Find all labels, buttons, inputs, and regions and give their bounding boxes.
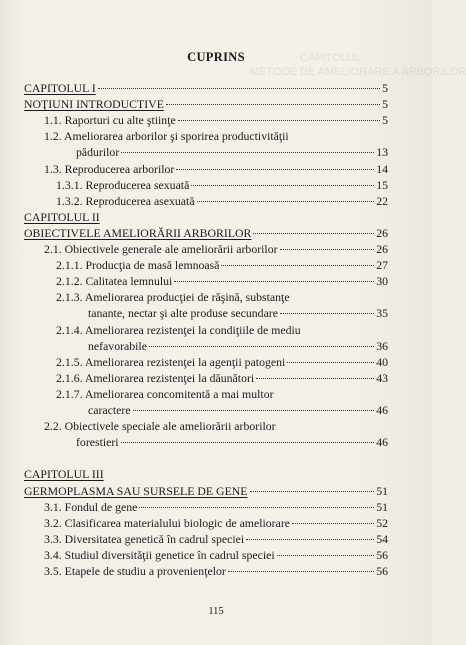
toc-entry	[44, 563, 388, 579]
dot-leader	[197, 200, 375, 202]
toc-entry-page-number: 54	[376, 531, 388, 546]
toc-entry-title: OBIECTIVELE AMELIORĂRII ARBORILOR	[24, 225, 252, 240]
dot-leader	[98, 87, 380, 89]
toc-entry-page-number: 56	[376, 547, 388, 562]
toc-entry-page-number: 56	[376, 564, 388, 578]
toc-entry-page-number: 51	[376, 499, 388, 514]
toc-entry-page-number: 36	[376, 338, 388, 353]
toc-entry-page-number: 5	[382, 81, 388, 95]
toc-entry	[88, 305, 388, 321]
toc-entry-title: 2.1.2. Calitatea lemnului	[56, 274, 173, 289]
toc-entry-page-number: 43	[376, 370, 388, 385]
toc-entry-title: forestieri	[76, 435, 119, 450]
toc-entry	[24, 483, 388, 499]
toc-entry-page-number: 15	[376, 177, 388, 192]
toc-entry	[44, 241, 388, 257]
toc-entry	[56, 322, 388, 338]
toc-entry-title: 3.2. Clasificarea materialului biologic de ameliorare	[44, 515, 290, 530]
toc-entry-title: 2.1.6. Ameliorarea rezistenţei la dăunători	[56, 370, 255, 385]
dot-leader	[228, 570, 374, 572]
toc-entry	[56, 177, 388, 193]
toc-entry	[56, 370, 388, 386]
dot-leader	[292, 522, 374, 524]
toc-entry	[56, 193, 388, 209]
toc-entry	[44, 418, 388, 434]
toc-spacer	[24, 450, 388, 466]
dot-leader	[174, 280, 374, 282]
toc-entry	[56, 273, 388, 289]
toc-entry	[44, 161, 388, 177]
toc-entry-title: 2.1.4. Ameliorarea rezistenţei la condiţiile de mediu	[56, 322, 301, 337]
toc-entry-page-number: 27	[376, 258, 388, 273]
dot-leader	[250, 490, 375, 492]
toc-entry-page-number: 46	[376, 435, 388, 450]
toc-entry-title: 1.3.2. Reproducerea asexuată	[56, 193, 195, 208]
dot-leader	[191, 184, 374, 186]
toc-entry-page-number: 26	[376, 225, 388, 240]
toc-entry-page-number: 14	[376, 161, 388, 176]
toc-entry-page-number: 5	[382, 97, 388, 112]
toc-entry-page-number: 22	[376, 193, 388, 208]
toc-entry	[56, 257, 388, 273]
dot-leader	[221, 264, 374, 266]
toc-entry	[24, 225, 388, 241]
toc-entry-title: CAPITOLUL II	[24, 209, 100, 224]
toc-entry	[24, 209, 388, 225]
toc-entry-title: 3.4. Studiul diversităţii genetice în cadrul speciei	[44, 547, 275, 562]
page-number: 115	[208, 606, 224, 617]
dot-leader	[280, 312, 374, 314]
toc-entry	[24, 466, 388, 482]
toc-entry	[44, 112, 388, 128]
toc-entry	[44, 547, 388, 563]
toc-entry	[76, 434, 388, 450]
dot-leader	[277, 554, 375, 556]
toc-entry	[24, 80, 388, 96]
dot-leader	[176, 168, 374, 170]
dot-leader	[121, 441, 375, 443]
toc-entry	[88, 402, 388, 418]
dot-leader	[178, 119, 380, 121]
toc-entry-page-number: 30	[376, 274, 388, 289]
toc-entry-title: 3.1. Fondul de gene	[44, 499, 138, 514]
toc-entry-page-number: 26	[376, 242, 388, 256]
toc-entry-page-number: 40	[376, 354, 388, 369]
toc-entry	[44, 531, 388, 547]
toc-entry-title: tanante, nectar şi alte produse secundare	[88, 306, 278, 321]
toc-entry	[88, 338, 388, 354]
toc-entry-title: 1.1. Raporturi cu alte ştiinţe	[44, 113, 176, 128]
toc-entry	[44, 128, 388, 144]
toc-entry-title: 2.2. Obiectivele speciale ale ameliorării arborilor	[44, 419, 276, 434]
toc-entry	[56, 354, 388, 370]
toc-entry-page-number: 5	[382, 113, 388, 128]
toc-entry-title: 2.1.5. Ameliorarea rezistenţei la agenţii patogeni	[56, 354, 286, 369]
toc-entry-title: caractere	[88, 403, 131, 417]
dot-leader	[166, 103, 380, 105]
dot-leader	[280, 248, 375, 250]
toc-entry	[44, 515, 388, 531]
toc-entry	[76, 144, 388, 160]
dot-leader	[133, 409, 375, 411]
toc-entry-page-number: 52	[376, 515, 388, 530]
toc-entry	[56, 386, 388, 402]
dot-leader	[121, 151, 374, 153]
show-through-text: CAPITOLUL	[300, 52, 361, 64]
dot-leader	[253, 232, 374, 234]
toc-entry-page-number: 13	[376, 145, 388, 160]
toc-entry-page-number: 51	[376, 483, 388, 498]
dot-leader	[256, 377, 374, 379]
toc-entry-title: pădurilor	[76, 145, 120, 160]
toc-entry-title: 3.5. Etapele de studiu a provenienţelor	[44, 564, 226, 578]
toc-entry-title: NOŢIUNI INTRODUCTIVE	[24, 97, 164, 112]
toc-entry-title: 1.2. Ameliorarea arborilor şi sporirea productivităţii	[44, 129, 289, 144]
dot-leader	[149, 345, 374, 347]
toc-entry-page-number: 46	[376, 403, 388, 417]
toc-entry	[24, 96, 388, 112]
toc-entry-title: CAPITOLUL I	[24, 81, 96, 95]
toc-entry	[56, 289, 388, 305]
dot-leader	[287, 361, 374, 363]
toc-entry	[44, 499, 388, 515]
toc-entry-title: 3.3. Diversitatea genetică în cadrul speciei	[44, 531, 245, 546]
toc-entry-title: 2.1.1. Producţia de masă lemnoasă	[56, 258, 220, 273]
toc-entry-title: CAPITOLUL III	[24, 467, 104, 482]
dot-leader	[139, 506, 374, 508]
show-through-text: METODE DE AMELIORARE A ARBORILOR	[250, 66, 466, 78]
toc-entry-title: 1.3.1. Reproducerea sexuată	[56, 177, 190, 192]
toc-entry-title: 2.1. Obiectivele generale ale ameliorării arborilor	[44, 242, 278, 256]
toc-entry-title: 2.1.3. Ameliorarea producţiei de răşină, substanţe	[56, 290, 290, 305]
toc-entry-title: nefavorabile	[88, 338, 147, 353]
toc-entry-title: GERMOPLASMA SAU SURSELE DE GENE	[24, 483, 248, 498]
toc-entry-title: 1.3. Reproducerea arborilor	[44, 161, 175, 176]
toc-entry-page-number: 35	[376, 306, 388, 321]
toc-entry-title: 2.1.7. Ameliorarea concomitentă a mai multor	[56, 386, 274, 401]
dot-leader	[246, 538, 374, 540]
page-title: CUPRINS	[187, 50, 245, 64]
